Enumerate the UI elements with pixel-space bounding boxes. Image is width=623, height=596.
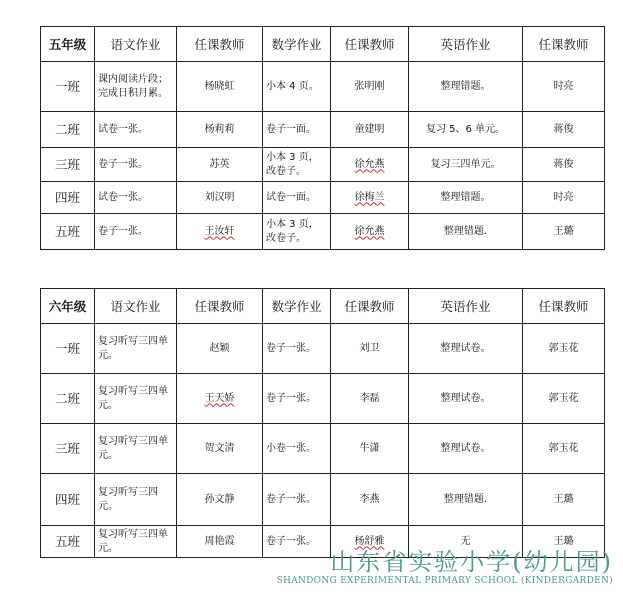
school-watermark bbox=[277, 548, 613, 586]
math-teacher: 徐梅兰 bbox=[331, 182, 409, 214]
english-teacher: 王璐 bbox=[523, 474, 605, 526]
english-homework: 整理错题. bbox=[409, 474, 523, 526]
class-name: 一班 bbox=[41, 324, 95, 374]
chinese-homework: 卷子一张。 bbox=[95, 214, 177, 250]
english-homework: 整理错题。 bbox=[409, 182, 523, 214]
english-teacher: 王璐 bbox=[523, 214, 605, 250]
chinese-homework-header: 语文作业 bbox=[95, 27, 177, 62]
english-homework: 整理错题。 bbox=[409, 62, 523, 112]
english-homework: 无 bbox=[409, 526, 523, 558]
math-teacher: 徐允燕 bbox=[331, 148, 409, 182]
math-homework-header: 数学作业 bbox=[263, 289, 331, 324]
chinese-homework: 卷子一张。 bbox=[95, 148, 177, 182]
chinese-teacher: 杨晓虹 bbox=[177, 62, 263, 112]
teacher-header: 任课教师 bbox=[331, 289, 409, 324]
math-homework: 小卷一张。 bbox=[263, 424, 331, 474]
math-teacher: 李磊 bbox=[331, 374, 409, 424]
math-teacher: 张明刚 bbox=[331, 62, 409, 112]
chinese-teacher: 孙文静 bbox=[177, 474, 263, 526]
english-teacher: 郭玉花 bbox=[523, 374, 605, 424]
english-teacher: 时亮 bbox=[523, 182, 605, 214]
chinese-teacher: 赵颖 bbox=[177, 324, 263, 374]
chinese-homework: 复习听写三四单元。 bbox=[95, 424, 177, 474]
table-row bbox=[41, 182, 605, 214]
class-name: 四班 bbox=[41, 474, 95, 526]
grade5-homework-table bbox=[40, 26, 605, 250]
english-homework-header: 英语作业 bbox=[409, 27, 523, 62]
table-row bbox=[41, 148, 605, 182]
class-name: 五班 bbox=[41, 526, 95, 558]
chinese-homework: 试卷一张。 bbox=[95, 112, 177, 148]
table-row bbox=[41, 62, 605, 112]
table-row bbox=[41, 112, 605, 148]
chinese-homework: 课内阅读片段；完成日积月累。 bbox=[95, 62, 177, 112]
english-teacher: 郭玉花 bbox=[523, 324, 605, 374]
english-homework: 整理试卷。 bbox=[409, 424, 523, 474]
teacher-header: 任课教师 bbox=[331, 27, 409, 62]
math-homework: 卷子一面。 bbox=[263, 112, 331, 148]
english-teacher: 蒋俊 bbox=[523, 148, 605, 182]
math-homework: 小本 4 页。 bbox=[263, 62, 331, 112]
teacher-header: 任课教师 bbox=[523, 27, 605, 62]
table-row bbox=[41, 474, 605, 526]
watermark-english-name: SHANDONG EXPERIMENTAL PRIMARY SCHOOL (KINDERGARDEN) bbox=[276, 576, 613, 586]
english-teacher: 王璐 bbox=[523, 526, 605, 558]
math-homework: 小本 3 页，改卷子。 bbox=[263, 214, 331, 250]
teacher-header: 任课教师 bbox=[177, 27, 263, 62]
table-header-row bbox=[41, 289, 605, 324]
chinese-teacher: 杨莉莉 bbox=[177, 112, 263, 148]
math-homework-header: 数学作业 bbox=[263, 27, 331, 62]
teacher-header: 任课教师 bbox=[177, 289, 263, 324]
english-homework: 整理错题. bbox=[409, 214, 523, 250]
chinese-teacher: 苏英 bbox=[177, 148, 263, 182]
math-homework: 试卷一面。 bbox=[263, 182, 331, 214]
chinese-homework: 试卷一张。 bbox=[95, 182, 177, 214]
math-teacher: 杨舒雅 bbox=[331, 526, 409, 558]
english-teacher: 郭玉花 bbox=[523, 424, 605, 474]
table-row bbox=[41, 214, 605, 250]
chinese-teacher: 周艳霞 bbox=[177, 526, 263, 558]
english-teacher: 时亮 bbox=[523, 62, 605, 112]
math-teacher: 童建明 bbox=[331, 112, 409, 148]
chinese-homework: 复习听写三四单元。 bbox=[95, 324, 177, 374]
class-name: 二班 bbox=[41, 112, 95, 148]
math-teacher: 李燕 bbox=[331, 474, 409, 526]
grade-label: 五年级 bbox=[41, 27, 95, 62]
class-name: 三班 bbox=[41, 424, 95, 474]
chinese-teacher: 王汝轩 bbox=[177, 214, 263, 250]
watermark-chinese-name: 山东省实验小学(幼儿园) bbox=[330, 548, 613, 576]
grade-label: 六年级 bbox=[41, 289, 95, 324]
math-teacher: 牛潇 bbox=[331, 424, 409, 474]
grade6-homework-table bbox=[40, 288, 605, 558]
class-name: 四班 bbox=[41, 182, 95, 214]
class-name: 一班 bbox=[41, 62, 95, 112]
table-row bbox=[41, 424, 605, 474]
english-homework: 整理试卷。 bbox=[409, 374, 523, 424]
english-homework-header: 英语作业 bbox=[409, 289, 523, 324]
class-name: 三班 bbox=[41, 148, 95, 182]
chinese-homework: 复习听写三四元。 bbox=[95, 474, 177, 526]
math-homework: 小本 3 页，改卷子。 bbox=[263, 148, 331, 182]
chinese-teacher: 贺文清 bbox=[177, 424, 263, 474]
math-teacher: 徐允燕 bbox=[331, 214, 409, 250]
table-header-row bbox=[41, 27, 605, 62]
english-teacher: 蒋俊 bbox=[523, 112, 605, 148]
math-homework: 卷子一张。 bbox=[263, 474, 331, 526]
class-name: 五班 bbox=[41, 214, 95, 250]
chinese-homework: 复习听写三四单元。 bbox=[95, 374, 177, 424]
chinese-teacher: 刘汉明 bbox=[177, 182, 263, 214]
english-homework: 复习三四单元。 bbox=[409, 148, 523, 182]
math-teacher: 刘卫 bbox=[331, 324, 409, 374]
chinese-teacher: 王天娇 bbox=[177, 374, 263, 424]
teacher-header: 任课教师 bbox=[523, 289, 605, 324]
math-homework: 卷子一张。 bbox=[263, 526, 331, 558]
class-name: 二班 bbox=[41, 374, 95, 424]
english-homework: 复习 5、6 单元。 bbox=[409, 112, 523, 148]
chinese-homework-header: 语文作业 bbox=[95, 289, 177, 324]
math-homework: 卷子一张。 bbox=[263, 374, 331, 424]
chinese-homework: 复习听写三四单元。 bbox=[95, 526, 177, 558]
table-row bbox=[41, 374, 605, 424]
math-homework: 卷子一张。 bbox=[263, 324, 331, 374]
english-homework: 整理试卷。 bbox=[409, 324, 523, 374]
table-row bbox=[41, 324, 605, 374]
